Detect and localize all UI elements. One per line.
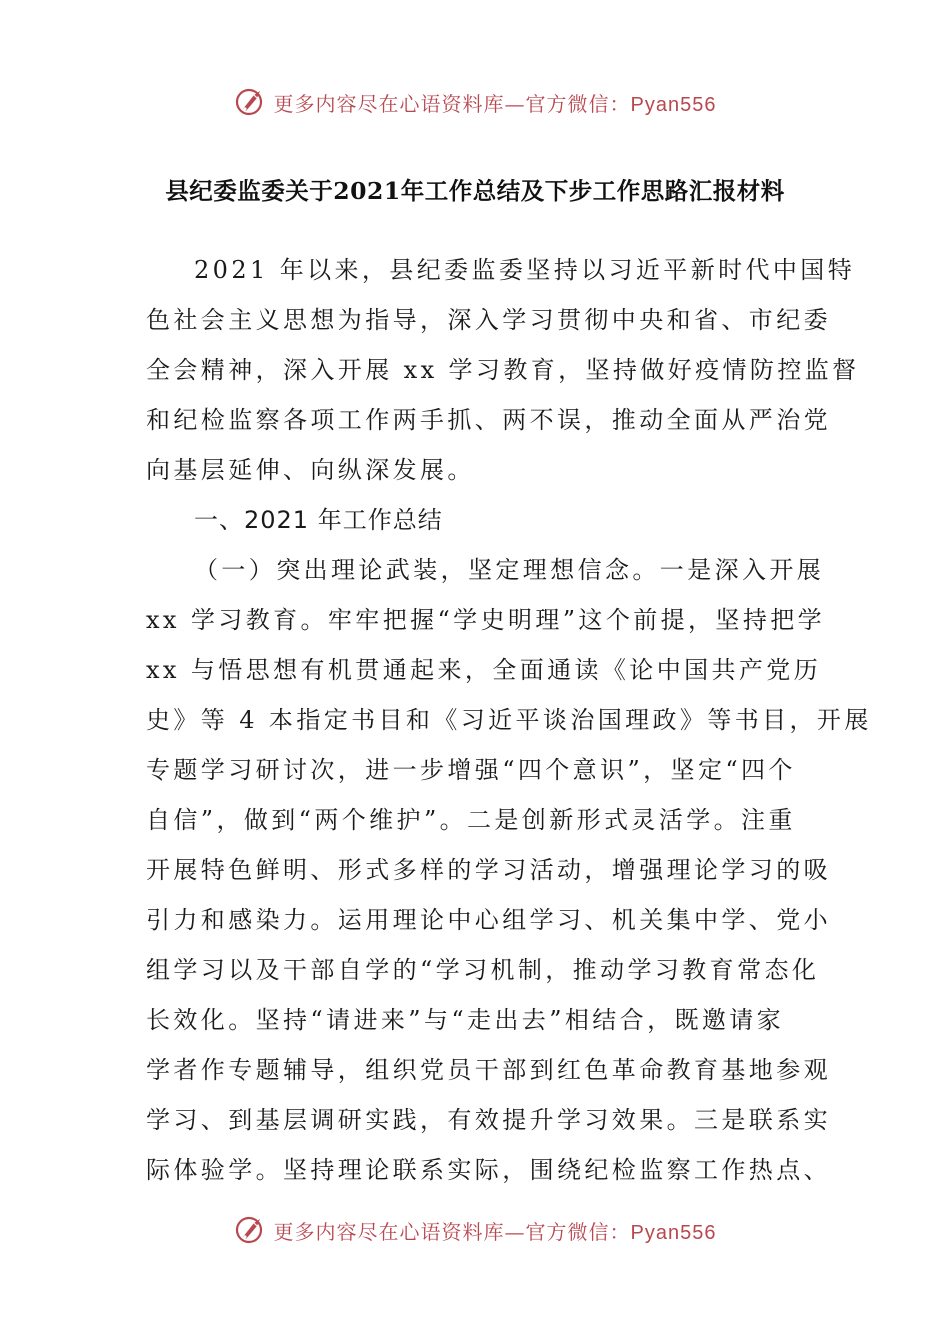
body-line-12: 自信”，做到“两个维护”。二是创新形式灵活学。注重 <box>146 806 796 834</box>
watermark-label: 更多内容尽在心语资料库—官方微信： <box>273 91 631 116</box>
body-line-10: 史》等 4 本指定书目和《习近平谈治国理政》等书目，开展 <box>146 706 872 734</box>
body-line-18: 学习、到基层调研实践，有效提升学习效果。三是联系实 <box>146 1106 831 1134</box>
body-line-3: 全会精神，深入开展 xx 学习教育，坚持做好疫情防控监督 <box>146 356 860 384</box>
body-line-9: xx 与悟思想有机贯通起来，全面通读《论中国共产党历 <box>146 656 822 684</box>
watermark-label: 更多内容尽在心语资料库—官方微信： <box>273 1219 631 1244</box>
body-line-14: 引力和感染力。运用理论中心组学习、机关集中学、党小 <box>146 906 831 934</box>
pen-nib-icon <box>234 85 268 119</box>
section-heading-1: 一、2021 年工作总结 <box>194 506 443 534</box>
watermark-handle: Pyan556 <box>630 1221 717 1244</box>
body-line-5: 向基层延伸、向纵深发展。 <box>146 456 475 484</box>
body-line-15: 组学习以及干部自学的“学习机制，推动学习教育常态化 <box>146 956 820 984</box>
watermark-handle: Pyan556 <box>630 93 717 116</box>
watermark-banner-bottom <box>0 1208 950 1252</box>
body-line-13: 开展特色鲜明、形式多样的学习活动，增强理论学习的吸 <box>146 856 831 884</box>
body-line-2: 色社会主义思想为指导，深入学习贯彻中央和省、市纪委 <box>146 306 831 334</box>
body-line-16: 长效化。坚持“请进来”与“走出去”相结合，既邀请家 <box>146 1006 785 1034</box>
body-line-11: 专题学习研讨次，进一步增强“四个意识”，坚定“四个 <box>146 756 796 784</box>
pen-nib-icon <box>234 1213 268 1247</box>
body-line-19: 际体验学。坚持理论联系实际，围绕纪检监察工作热点、 <box>146 1156 831 1184</box>
watermark-text <box>274 88 717 117</box>
watermark-text <box>274 1216 717 1245</box>
body-line-17: 学者作专题辅导，组织党员干部到红色革命教育基地参观 <box>146 1056 831 1084</box>
watermark-banner-top <box>0 80 950 124</box>
body-line-4: 和纪检监察各项工作两手抓、两不误，推动全面从严治党 <box>146 406 831 434</box>
document-title: 县纪委监委关于2021年工作总结及下步工作思路汇报材料 <box>165 177 785 205</box>
body-line-7: （一）突出理论武装，坚定理想信念。一是深入开展 <box>194 556 825 584</box>
body-line-8: xx 学习教育。牢牢把握“学史明理”这个前提，坚持把学 <box>146 606 826 634</box>
body-line-1: 2021 年以来，县纪委监委坚持以习近平新时代中国特 <box>194 256 856 284</box>
